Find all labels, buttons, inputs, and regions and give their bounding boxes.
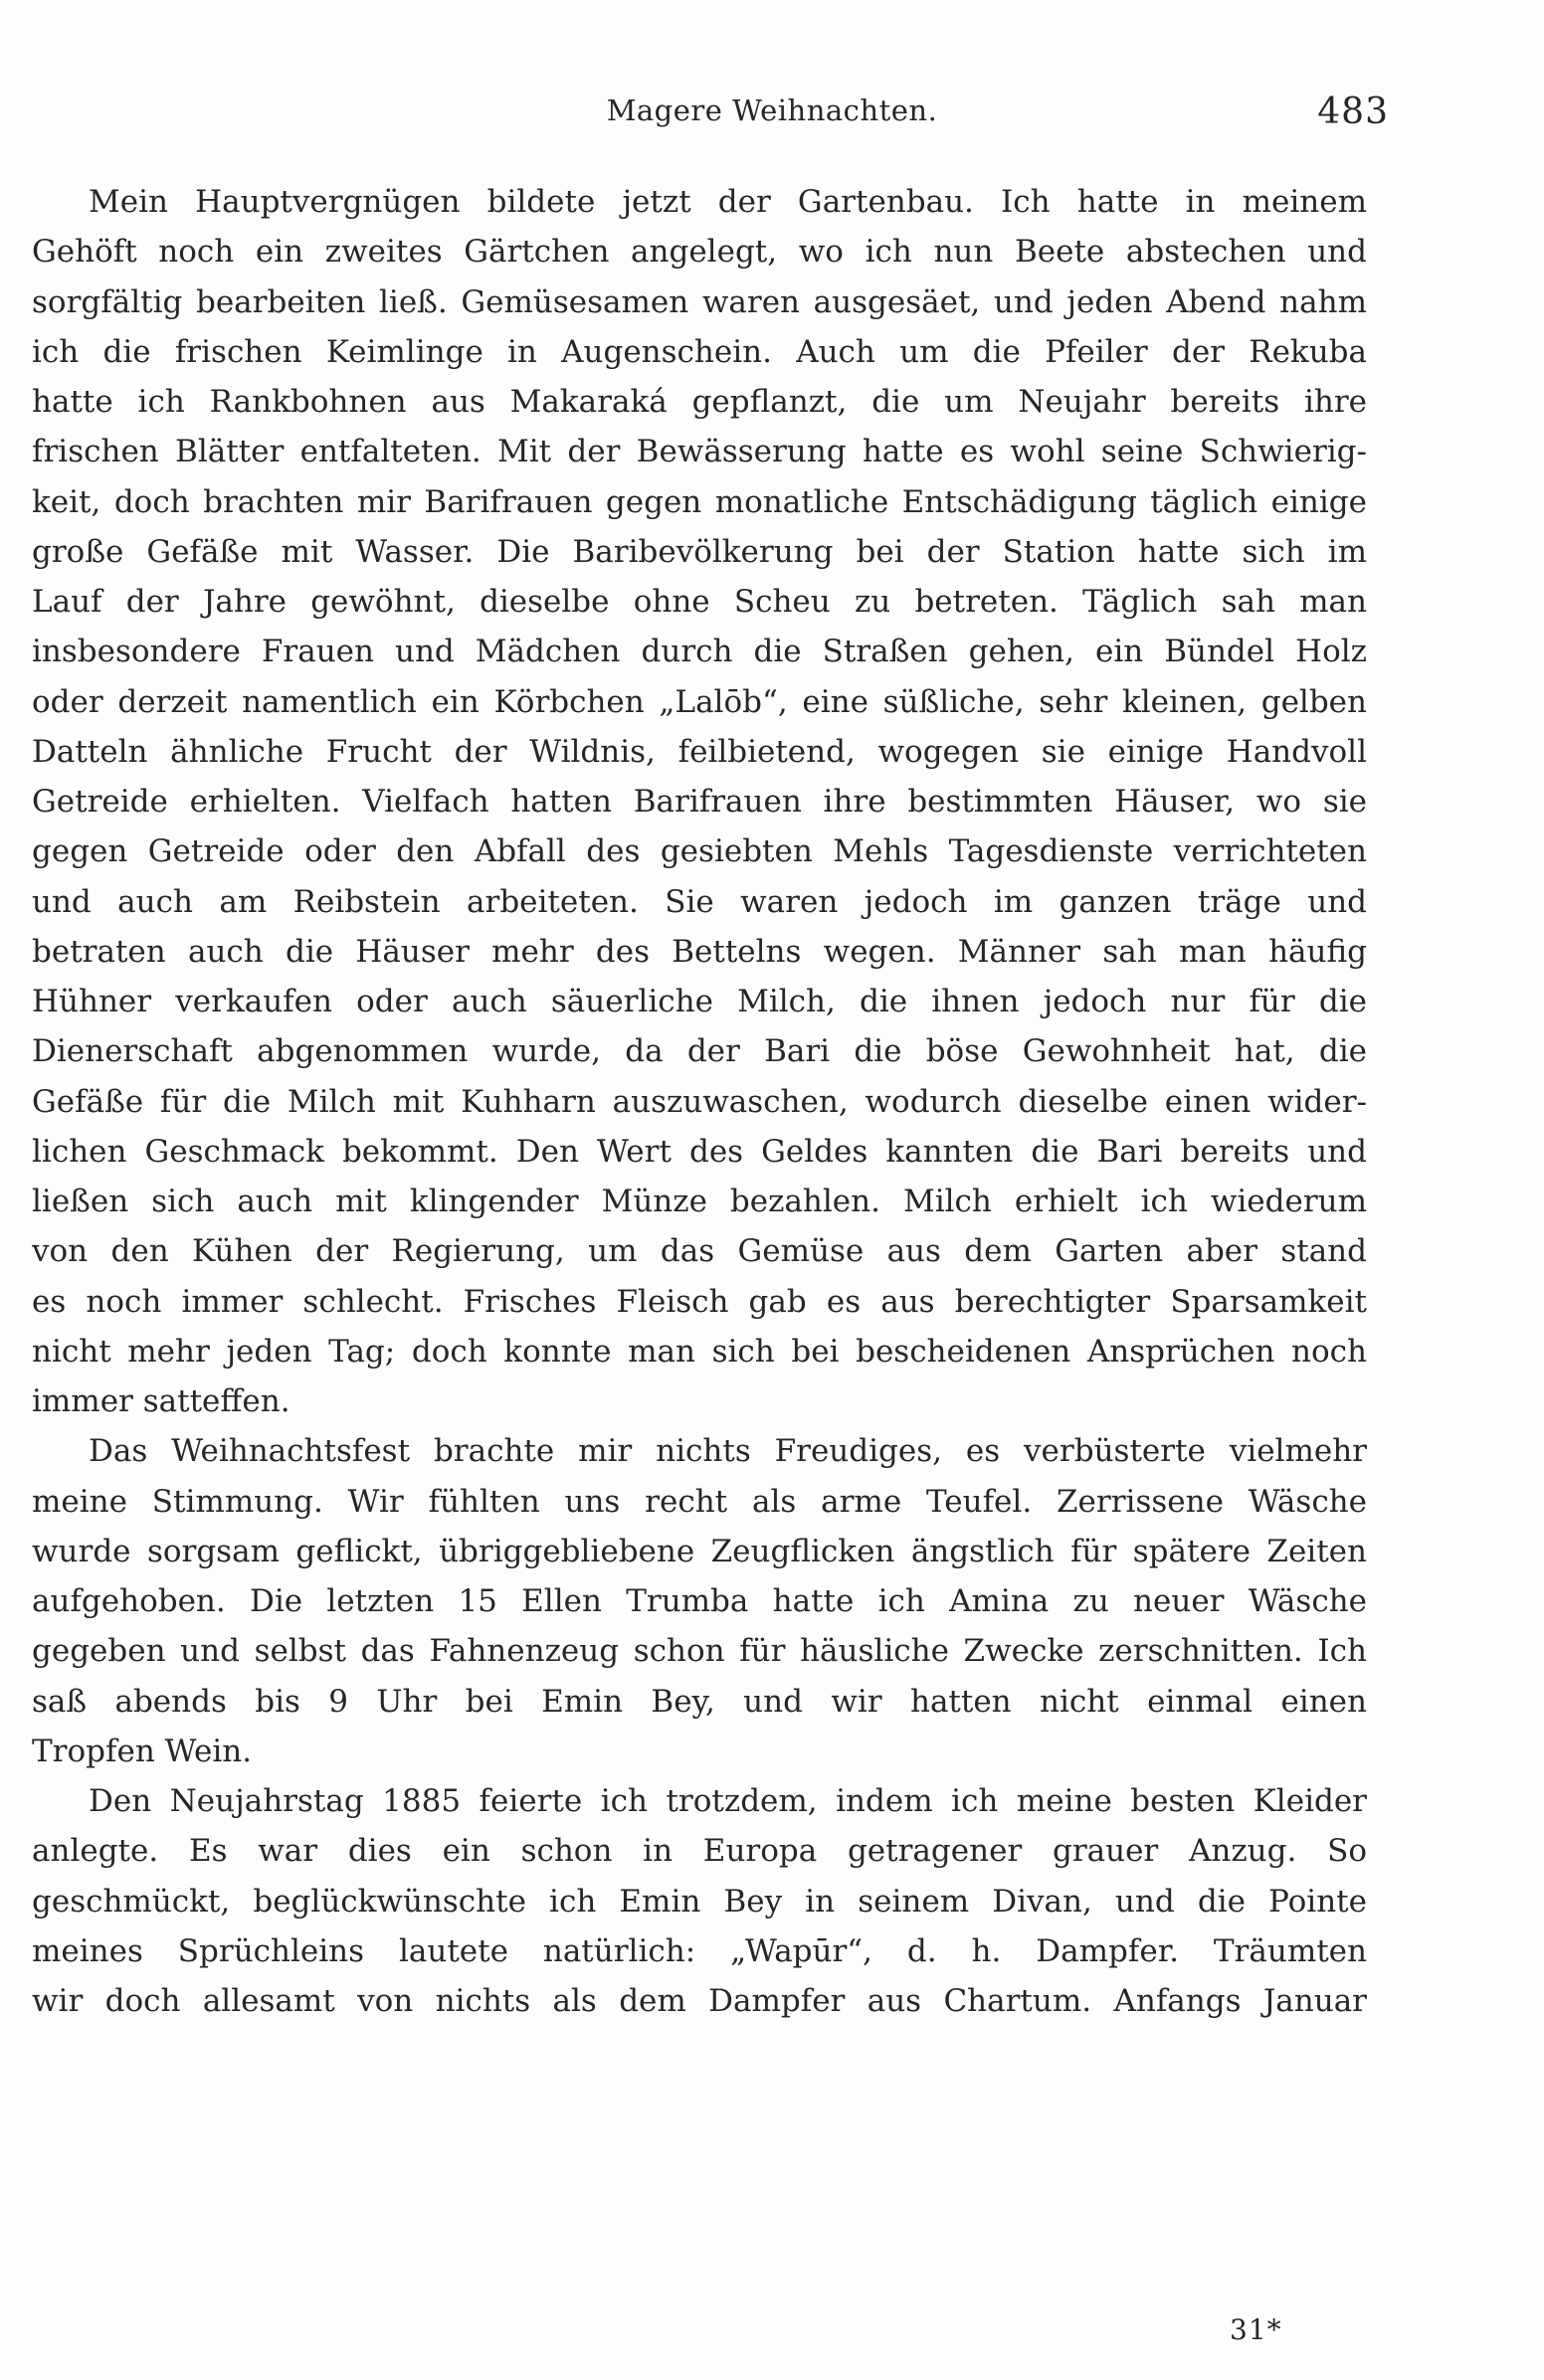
text-line: aufgehoben. Die letzten 15 Ellen Trumba hatte ich Amina zu neuer Wäsche — [32, 1583, 1367, 1619]
text-line: anlegte. Es war dies ein schon in Europa getragener grauer Anzug. So — [32, 1833, 1367, 1870]
text-line: sorgfältig bearbeiten ließ. Gemüsesamen waren ausgesäet, und jeden Abend nahm — [32, 283, 1367, 320]
text-line: von den Kühen der Regierung, um das Gemüse aus dem Garten aber stand — [32, 1233, 1367, 1270]
paragraph-end-line: immer satteffen. — [32, 1383, 290, 1419]
text-line: Gehöft noch ein zweites Gärtchen angelegt, wo ich nun Beete abstechen und — [32, 234, 1367, 271]
text-line: Lauf der Jahre gewöhnt, dieselbe ohne Scheu zu betreten. Täglich sah man — [32, 584, 1367, 620]
text-line: Dienerschaft abgenommen wurde, da der Bari die böse Gewohnheit hat, die — [32, 1033, 1367, 1070]
text-line: hatte ich Rankbohnen aus Makaraká gepflanzt, die um Neujahr bereits ihre — [32, 384, 1367, 420]
text-line: und auch am Reibstein arbeiteten. Sie waren jedoch im ganzen träge und — [32, 883, 1367, 920]
text-line: ich die frischen Keimlinge in Augenschein. Auch um die Pfeiler der Rekuba — [32, 333, 1367, 370]
running-head — [0, 92, 1544, 139]
text-line: saß abends bis 9 Uhr bei Emin Bey, und wir hatten nicht einmal einen — [32, 1683, 1367, 1720]
text-line: Datteln ähnliche Frucht der Wildnis, feilbietend, wogegen sie einige Handvoll — [32, 733, 1367, 770]
text-line: oder derzeit namentlich ein Körbchen „Lalōb“, eine süßliche, sehr kleinen, gelben — [32, 683, 1367, 720]
text-line: meines Sprüchleins lautete natürlich: „Wapūr“, d. h. Dampfer. Träumten — [32, 1932, 1367, 1969]
text-line: wurde sorgsam geflickt, übriggebliebene Zeugflicken ängstlich für spätere Zeiten — [32, 1533, 1367, 1569]
text-line: insbesondere Frauen und Mädchen durch die Straßen gehen, ein Bündel Holz — [32, 634, 1367, 670]
text-line: gegeben und selbst das Fahnenzeug schon für häusliche Zwecke zerschnitten. Ich — [32, 1633, 1367, 1670]
text-line: betraten auch die Häuser mehr des Bettelns wegen. Männer sah man häufig — [32, 933, 1367, 970]
text-line: Mein Hauptvergnügen bildete jetzt der Gartenbau. Ich hatte in meinem — [89, 184, 1367, 220]
text-line: Getreide erhielten. Vielfach hatten Barifrauen ihre bestimmten Häuser, wo sie — [32, 784, 1367, 820]
paragraph-end-line: Tropfen Wein. — [32, 1733, 253, 1769]
text-line: Das Weihnachtsfest brachte mir nichts Freudiges, es verbüsterte vielmehr — [89, 1433, 1367, 1470]
text-line: es noch immer schlecht. Frisches Fleisch gab es aus berechtigter Sparsamkeit — [32, 1283, 1367, 1320]
page-number: 483 — [1317, 92, 1389, 132]
text-line: Den Neujahrstag 1885 feierte ich trotzdem, indem ich meine besten Kleider — [89, 1783, 1367, 1819]
text-line: lichen Geschmack bekommt. Den Wert des Geldes kannten die Bari bereits und — [32, 1133, 1367, 1170]
text-line: nicht mehr jeden Tag; doch konnte man sich bei bescheidenen Ansprüchen noch — [32, 1333, 1367, 1370]
text-line: große Gefäße mit Wasser. Die Baribevölkerung bei der Station hatte sich im — [32, 533, 1367, 570]
text-line: ließen sich auch mit klingender Münze bezahlen. Milch erhielt ich wiederum — [32, 1184, 1367, 1219]
text-line: Gefäße für die Milch mit Kuhharn auszuwaschen, wodurch dieselbe einen wider- — [32, 1083, 1367, 1120]
text-line: wir doch allesamt von nichts als dem Dampfer aus Chartum. Anfangs Januar — [32, 1983, 1367, 2019]
running-title: Magere Weihnachten. — [606, 93, 938, 127]
text-line: frischen Blätter entfalteten. Mit der Bewässerung hatte es wohl seine Schwierig- — [32, 434, 1367, 470]
text-line: Hühner verkaufen oder auch säuerliche Milch, die ihnen jedoch nur für die — [32, 984, 1367, 1019]
signature-mark: 31* — [1230, 2313, 1282, 2346]
text-line: geschmückt, beglückwünschte ich Emin Bey in seinem Divan, und die Pointe — [32, 1883, 1367, 1920]
text-line: meine Stimmung. Wir fühlten uns recht als arme Teufel. Zerrissene Wäsche — [32, 1483, 1367, 1520]
text-line: keit, doch brachten mir Barifrauen gegen monatliche Entschädigung täglich einige — [32, 483, 1367, 520]
text-line: gegen Getreide oder den Abfall des gesiebten Mehls Tagesdienste verrichteten — [32, 833, 1367, 870]
body-text — [32, 177, 1367, 2026]
